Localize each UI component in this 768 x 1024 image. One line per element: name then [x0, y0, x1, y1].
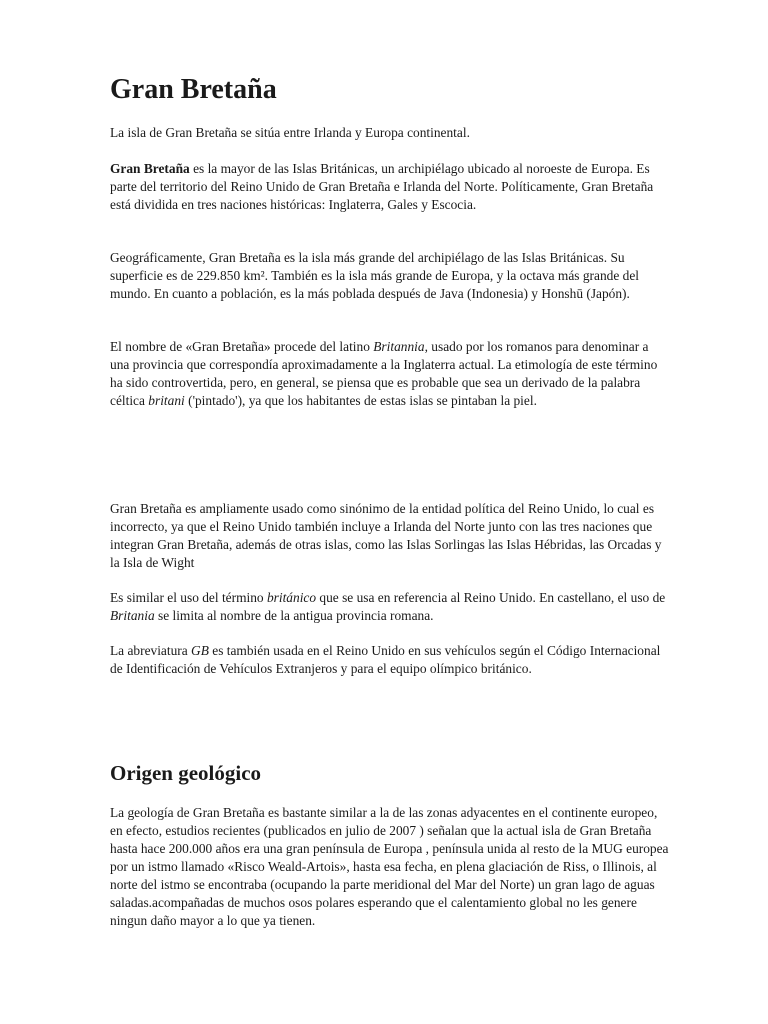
paragraph-geologia: La geología de Gran Bretaña es bastante similar a la de las zonas adyacentes en el continente europeo, en efecto, estudios recientes (publicados en julio de 2007 ) señalan que la actual isla de Gran Bretaña hasta hace 200.000 años era una gran península de Europa , península unida al resto de la MUG europea por un istmo llamado «Risco Weald-Artois», hasta esa fecha, en plena glaciación de Riss, o Illinois, al norte del istmo se encontraba (ocupando la parte meridional del Mar del Norte) un gran lago de aguas saladas.acompañadas de muchos osos polares esperando que el calentamiento global no les genere ningun daño mayor a lo que ya tienen. [110, 805, 669, 928]
italic-term: Britania [110, 608, 155, 623]
paragraph-text: es también usada en el Reino Unido en sus vehículos según el Código Internacional de Identificación de Vehículos Extranjeros y para el equipo olímpico británico. [110, 643, 661, 676]
paragraph-text: Es similar el uso del término [110, 590, 267, 605]
italic-term: britani [148, 393, 185, 408]
paragraph-islas-britanicas [110, 160, 670, 214]
intro-paragraph: La isla de Gran Bretaña se sitúa entre Irlanda y Europa continental. [110, 125, 470, 140]
italic-term: GB [191, 643, 209, 658]
paragraph-text: ('pintado'), ya que los habitantes de estas islas se pintaban la piel. [184, 393, 537, 408]
paragraph-britanico [110, 589, 670, 625]
paragraph-text: , usado por los romanos para denominar a una provincia que correspondía aproximadamente a la Inglaterra actual. La etimología de este término ha sido controvertida, pero, en general, se piensa que es probable que sea un derivado de la palabra céltica [110, 339, 658, 408]
bold-term: Gran Bretaña [110, 161, 190, 176]
paragraph-text: El nombre de «Gran Bretaña» procede del latino [110, 339, 374, 354]
section-heading-origen: Origen geológico [110, 761, 262, 785]
page-title: Gran Bretaña [110, 74, 277, 105]
paragraph-text: se limita al nombre de la antigua provincia romana. [154, 608, 434, 623]
paragraph-etimologia [110, 338, 670, 410]
paragraph-text: que se usa en referencia al Reino Unido. En castellano, el uso de [316, 590, 666, 605]
italic-term: británico [266, 590, 317, 605]
paragraph-sinonimo: Gran Bretaña es ampliamente usado como sinónimo de la entidad política del Reino Unido, lo cual es incorrecto, ya que el Reino Unido también incluye a Irlanda del Norte junto con las tres naciones que integran Gran Bretaña, además de otras islas, como las Islas Sorlingas las Islas Hébridas, las Orcadas y la Isla de Wight [110, 501, 662, 570]
italic-term: Britannia [373, 339, 425, 354]
paragraph-geografia: Geográficamente, Gran Bretaña es la isla más grande del archipiélago de las Islas Británicas. Su superficie es de 229.850 km². También es la isla más grande de Europa, y la octava más grande del mundo. En cuanto a población, es la más poblada después de Java (Indonesia) y Honshū (Japón). [110, 250, 639, 301]
paragraph-text: La abreviatura [110, 643, 192, 658]
paragraph-text: es la mayor de las Islas Británicas, un archipiélago ubicado al noroeste de Europa. Es parte del territorio del Reino Unido de Gran Bretaña e Irlanda del Norte. Políticamente, Gran Bretaña está dividida en tres naciones históricas: Inglaterra, Gales y Escocia. [110, 161, 654, 212]
paragraph-abreviatura [110, 642, 670, 678]
